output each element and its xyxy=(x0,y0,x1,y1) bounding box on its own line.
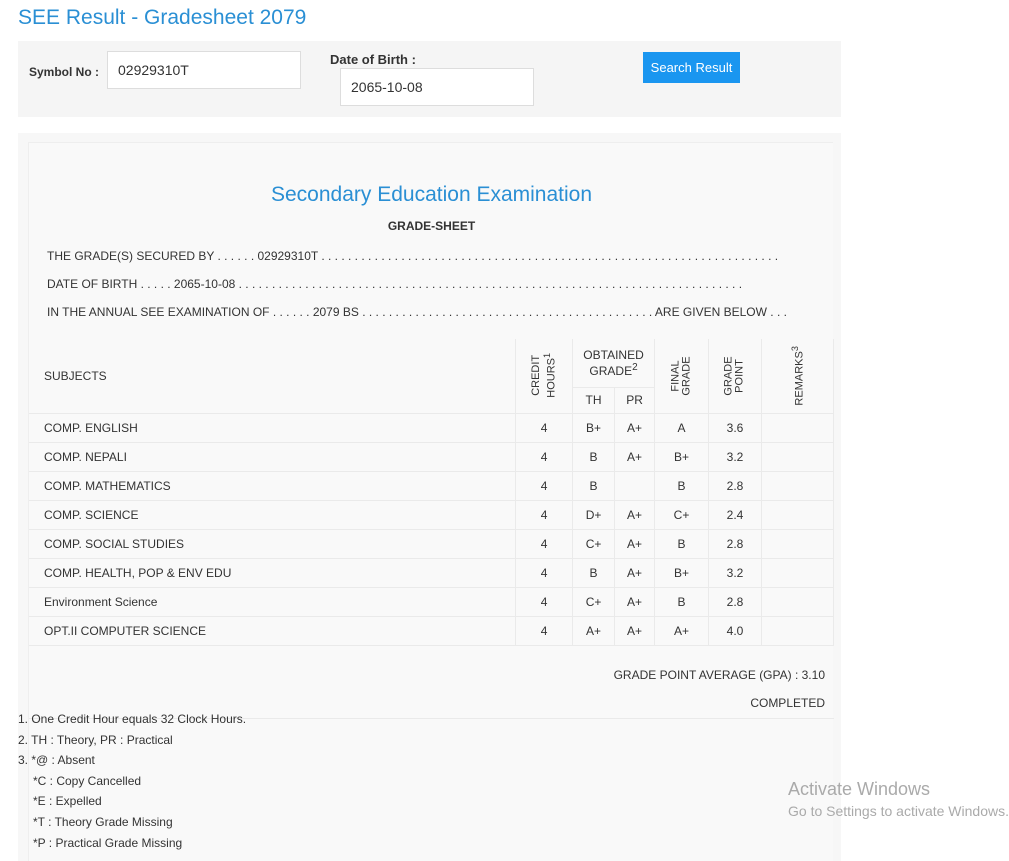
credit-hours-cell: 4 xyxy=(516,616,573,645)
final-grade-cell: B+ xyxy=(655,442,709,471)
footnote: *C : Copy Cancelled xyxy=(33,773,142,788)
theory-grade-cell: A+ xyxy=(573,616,615,645)
gpa-line: GRADE POINT AVERAGE (GPA) : 3.10 xyxy=(613,668,825,682)
symbol-input[interactable] xyxy=(107,51,301,89)
table-row xyxy=(29,413,834,442)
final-grade-cell: A xyxy=(655,413,709,442)
final-grade-cell: B xyxy=(655,587,709,616)
obtained-grade-header: OBTAINED GRADE$^2$ xyxy=(573,339,655,387)
remarks-cell xyxy=(761,442,833,471)
grade-point-cell: 2.8 xyxy=(709,587,762,616)
symbol-label: Symbol No : xyxy=(29,65,100,79)
credit-hours-cell: 4 xyxy=(516,558,573,587)
table-row xyxy=(29,587,834,616)
theory-grade-cell: C+ xyxy=(573,529,615,558)
dob-input[interactable] xyxy=(340,68,534,106)
grade-point-cell: 3.2 xyxy=(709,442,762,471)
remarks-cell xyxy=(761,616,833,645)
practical-grade-cell: A+ xyxy=(615,500,655,529)
dob-line: DATE OF BIRTH . . . . . 2065-10-08 . . . . . . . . . . . . . . . . . . . . . . . . . . . . . . . . . . . . . . . . . . . . . . . . . . . . . . . . . . . . . . . . . . . . . . . . . . . . xyxy=(47,277,743,291)
grade-point-cell: 2.8 xyxy=(709,471,762,500)
remarks-cell xyxy=(761,529,833,558)
grade-point-cell: 2.4 xyxy=(709,500,762,529)
sheet-subtitle: GRADE-SHEET xyxy=(387,219,476,233)
subject-cell: OPT.II COMPUTER SCIENCE xyxy=(29,616,516,645)
table-row xyxy=(29,442,834,471)
exam-line: IN THE ANNUAL SEE EXAMINATION OF . . . . . . 2079 BS . . . . . . . . . . . . . . . . . . . . . . . . . . . . . . . . . . . . . . . . . . . . ARE GIVEN BELOW . . . xyxy=(47,305,787,319)
remarks-cell xyxy=(761,471,833,500)
grade-point-header: GRADE POINT xyxy=(709,339,762,413)
activate-windows-watermark: Activate Windows xyxy=(788,779,931,799)
subject-cell: COMP. SOCIAL STUDIES xyxy=(29,529,516,558)
exam-title: Secondary Education Examination xyxy=(270,183,593,206)
footnote: 3. *@ : Absent xyxy=(18,753,95,768)
credit-hours-cell: 4 xyxy=(516,413,573,442)
table-row xyxy=(29,500,834,529)
activate-windows-hint: Go to Settings to activate Windows. xyxy=(788,803,1009,819)
footnote: 1. One Credit Hour equals 32 Clock Hours. xyxy=(18,712,247,726)
subject-cell: Environment Science xyxy=(29,587,516,616)
subject-cell: COMP. HEALTH, POP & ENV EDU xyxy=(29,558,516,587)
theory-grade-cell: D+ xyxy=(573,500,615,529)
remarks-cell xyxy=(761,587,833,616)
footnote: 2. TH : Theory, PR : Practical xyxy=(18,732,173,747)
credit-hours-cell: 4 xyxy=(516,529,573,558)
subject-cell: COMP. ENGLISH xyxy=(29,413,516,442)
grade-table xyxy=(29,339,834,646)
subject-cell: COMP. MATHEMATICS xyxy=(29,471,516,500)
credit-hours-header: CREDIT HOURS$^1$ xyxy=(516,339,573,413)
theory-grade-cell: B+ xyxy=(573,413,615,442)
remarks-cell xyxy=(761,558,833,587)
grade-point-cell: 2.8 xyxy=(709,529,762,558)
grade-point-cell: 3.2 xyxy=(709,558,762,587)
dob-label: Date of Birth : xyxy=(330,52,416,67)
table-row xyxy=(29,616,834,645)
subject-cell: COMP. SCIENCE xyxy=(29,500,516,529)
credit-hours-cell: 4 xyxy=(516,500,573,529)
footnote: *T : Theory Grade Missing xyxy=(33,814,173,829)
final-grade-cell: C+ xyxy=(655,500,709,529)
remarks-cell xyxy=(761,500,833,529)
grades-secured-line: THE GRADE(S) SECURED BY . . . . . . 02929310T . . . . . . . . . . . . . . . . . . . . . . . . . . . . . . . . . . . . . . . . . . . . . . . . . . . . . . . . . . . . . . . . . . . . . xyxy=(47,249,779,263)
remarks-header: REMARKS$^3$ xyxy=(761,339,833,413)
final-grade-cell: B+ xyxy=(655,558,709,587)
grade-point-cell: 3.6 xyxy=(709,413,762,442)
practical-grade-cell: A+ xyxy=(615,529,655,558)
footnote: *E : Expelled xyxy=(33,794,102,809)
search-result-button[interactable]: Search Result xyxy=(643,52,740,83)
credit-hours-cell: 4 xyxy=(516,471,573,500)
table-row xyxy=(29,558,834,587)
remarks-cell xyxy=(761,413,833,442)
practical-grade-cell: A+ xyxy=(615,587,655,616)
theory-grade-cell: B xyxy=(573,442,615,471)
practical-grade-cell: A+ xyxy=(615,616,655,645)
subject-cell: COMP. NEPALI xyxy=(29,442,516,471)
credit-hours-cell: 4 xyxy=(516,587,573,616)
final-grade-header: FINAL GRADE xyxy=(655,339,709,413)
credit-hours-cell: 4 xyxy=(516,442,573,471)
footnotes xyxy=(18,709,246,853)
footnote: *P : Practical Grade Missing xyxy=(33,835,183,850)
theory-grade-cell: C+ xyxy=(573,587,615,616)
search-panel xyxy=(18,41,841,117)
th-header: TH xyxy=(573,387,615,413)
theory-grade-cell: B xyxy=(573,558,615,587)
practical-grade-cell: A+ xyxy=(615,442,655,471)
practical-grade-cell xyxy=(615,471,655,500)
pr-header: PR xyxy=(615,387,655,413)
final-grade-cell: A+ xyxy=(655,616,709,645)
subjects-header: SUBJECTS xyxy=(29,339,516,413)
table-row xyxy=(29,471,834,500)
theory-grade-cell: B xyxy=(573,471,615,500)
final-grade-cell: B xyxy=(655,471,709,500)
practical-grade-cell: A+ xyxy=(615,413,655,442)
page-title: SEE Result - Gradesheet 2079 xyxy=(18,6,307,29)
final-grade-cell: B xyxy=(655,529,709,558)
status-line: COMPLETED xyxy=(750,696,825,710)
table-row xyxy=(29,529,834,558)
practical-grade-cell: A+ xyxy=(615,558,655,587)
grade-point-cell: 4.0 xyxy=(709,616,762,645)
